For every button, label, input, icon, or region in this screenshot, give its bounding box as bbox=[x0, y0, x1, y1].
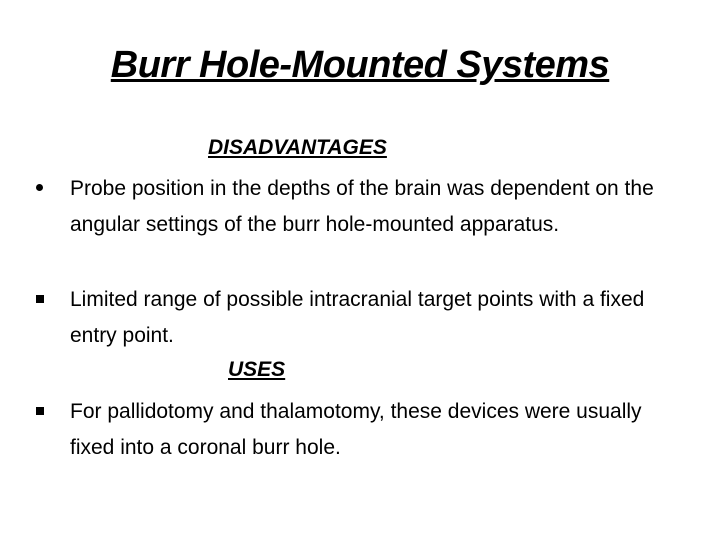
bullet-text: For pallidotomy and thalamotomy, these devices were usually fixed into a coronal burr hole. bbox=[70, 400, 642, 459]
disadvantages-heading: DISADVANTAGES bbox=[208, 136, 387, 159]
bullet-item bbox=[36, 171, 686, 243]
bullet-item bbox=[36, 282, 686, 354]
bullet-text: Probe position in the depths of the brain was dependent on the angular settings of the burr hole-mounted apparatus. bbox=[70, 177, 654, 236]
round-bullet-icon bbox=[36, 171, 56, 207]
bullet-item bbox=[36, 394, 686, 466]
square-bullet-icon bbox=[36, 282, 56, 318]
slide-title: Burr Hole-Mounted Systems bbox=[110, 44, 610, 86]
uses-heading: USES bbox=[228, 358, 286, 381]
square-bullet-icon bbox=[36, 394, 56, 430]
bullet-text: Limited range of possible intracranial target points with a fixed entry point. bbox=[70, 288, 645, 347]
